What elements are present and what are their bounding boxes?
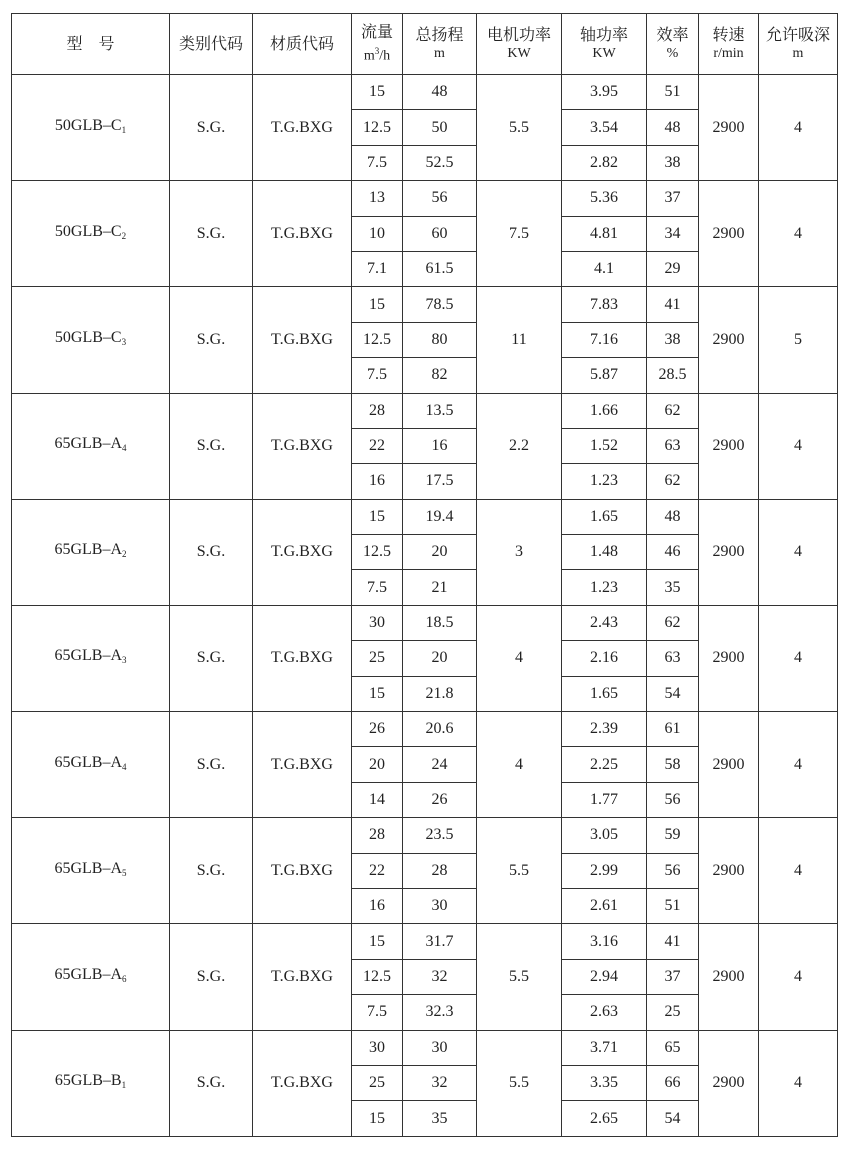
head-cell: 30 (403, 888, 477, 923)
efficiency-cell: 54 (647, 1101, 699, 1136)
shaft-power-cell: 2.82 (562, 145, 647, 180)
speed-cell: 2900 (699, 393, 759, 499)
shaft-power-cell: 3.05 (562, 818, 647, 853)
head-cell: 17.5 (403, 464, 477, 499)
head-cell: 78.5 (403, 287, 477, 322)
efficiency-cell: 61 (647, 712, 699, 747)
efficiency-cell: 37 (647, 959, 699, 994)
material-cell: T.G.BXG (253, 499, 352, 605)
head-cell: 60 (403, 216, 477, 251)
speed-cell: 2900 (699, 181, 759, 287)
motor-power-cell: 3 (477, 499, 562, 605)
shaft-power-cell: 3.71 (562, 1030, 647, 1065)
head-cell: 13.5 (403, 393, 477, 428)
motor-power-cell: 2.2 (477, 393, 562, 499)
efficiency-cell: 37 (647, 181, 699, 216)
model-subscript: 1 (121, 124, 127, 135)
efficiency-cell: 62 (647, 605, 699, 640)
shaft-power-cell: 2.25 (562, 747, 647, 782)
efficiency-cell: 56 (647, 853, 699, 888)
speed-cell: 2900 (699, 1030, 759, 1136)
model-cell (12, 393, 170, 499)
head-cell: 19.4 (403, 499, 477, 534)
speed-cell: 2900 (699, 499, 759, 605)
head-cell: 30 (403, 1030, 477, 1065)
head-cell: 32 (403, 1065, 477, 1100)
model-cell (12, 181, 170, 287)
head-cell: 32.3 (403, 995, 477, 1030)
model-text: 65GLB–A (54, 435, 123, 453)
motor-power-cell: 5.5 (477, 818, 562, 924)
efficiency-cell: 48 (647, 499, 699, 534)
efficiency-cell: 66 (647, 1065, 699, 1100)
flow-cell: 15 (352, 924, 403, 959)
flow-cell: 7.5 (352, 570, 403, 605)
category-cell: S.G. (170, 499, 253, 605)
speed-cell: 2900 (699, 818, 759, 924)
motor-power-cell: 11 (477, 287, 562, 393)
flow-cell: 15 (352, 676, 403, 711)
header-model: 型 号 (12, 14, 170, 75)
suction-cell: 5 (759, 287, 838, 393)
pump-spec-table (11, 13, 838, 1137)
model-text: 50GLB–C (54, 116, 122, 134)
flow-cell: 7.5 (352, 995, 403, 1030)
motor-power-cell: 5.5 (477, 924, 562, 1030)
table-row (12, 712, 838, 747)
efficiency-cell: 59 (647, 818, 699, 853)
shaft-power-cell: 2.43 (562, 605, 647, 640)
suction-cell: 4 (759, 818, 838, 924)
shaft-power-cell: 3.16 (562, 924, 647, 959)
flow-cell: 22 (352, 428, 403, 463)
motor-power-cell: 5.5 (477, 1030, 562, 1136)
suction-cell: 4 (759, 393, 838, 499)
table-row (12, 605, 838, 640)
model-subscript: 1 (121, 1080, 127, 1091)
model-cell (12, 605, 170, 711)
efficiency-cell: 54 (647, 676, 699, 711)
head-cell: 32 (403, 959, 477, 994)
flow-cell: 20 (352, 747, 403, 782)
flow-cell: 26 (352, 712, 403, 747)
suction-cell: 4 (759, 924, 838, 1030)
efficiency-cell: 63 (647, 641, 699, 676)
flow-cell: 12.5 (352, 110, 403, 145)
head-cell: 50 (403, 110, 477, 145)
model-cell (12, 287, 170, 393)
header-shaft-power: 轴功率 KW (562, 14, 647, 75)
head-cell: 56 (403, 181, 477, 216)
flow-cell: 15 (352, 499, 403, 534)
category-cell: S.G. (170, 818, 253, 924)
flow-cell: 16 (352, 888, 403, 923)
material-cell: T.G.BXG (253, 605, 352, 711)
shaft-power-cell: 3.95 (562, 75, 647, 110)
model-subscript: 2 (122, 549, 127, 560)
efficiency-cell: 29 (647, 251, 699, 286)
flow-cell: 16 (352, 464, 403, 499)
head-cell: 21 (403, 570, 477, 605)
table-body (12, 75, 838, 1137)
head-cell: 24 (403, 747, 477, 782)
speed-cell: 2900 (699, 712, 759, 818)
motor-power-cell: 4 (477, 712, 562, 818)
flow-cell: 15 (352, 75, 403, 110)
head-cell: 48 (403, 75, 477, 110)
flow-cell: 12.5 (352, 322, 403, 357)
material-cell: T.G.BXG (253, 924, 352, 1030)
model-cell (12, 924, 170, 1030)
shaft-power-cell: 1.48 (562, 535, 647, 570)
material-cell: T.G.BXG (253, 75, 352, 181)
flow-cell: 28 (352, 393, 403, 428)
category-cell: S.G. (170, 287, 253, 393)
shaft-power-cell: 4.81 (562, 216, 647, 251)
header-motor-power: 电机功率 KW (477, 14, 562, 75)
category-cell: S.G. (170, 605, 253, 711)
flow-cell: 30 (352, 1030, 403, 1065)
efficiency-cell: 46 (647, 535, 699, 570)
model-cell (12, 818, 170, 924)
speed-cell: 2900 (699, 605, 759, 711)
efficiency-cell: 56 (647, 782, 699, 817)
shaft-power-cell: 2.99 (562, 853, 647, 888)
shaft-power-cell: 2.39 (562, 712, 647, 747)
shaft-power-cell: 5.87 (562, 358, 647, 393)
header-speed: 转速 r/min (699, 14, 759, 75)
efficiency-cell: 48 (647, 110, 699, 145)
model-text: 50GLB–C (54, 328, 122, 346)
efficiency-cell: 62 (647, 393, 699, 428)
shaft-power-cell: 1.66 (562, 393, 647, 428)
head-cell: 20 (403, 535, 477, 570)
flow-cell: 15 (352, 1101, 403, 1136)
flow-cell: 7.1 (352, 251, 403, 286)
efficiency-cell: 38 (647, 322, 699, 357)
table-row (12, 924, 838, 959)
model-cell (12, 712, 170, 818)
flow-cell: 30 (352, 605, 403, 640)
model-subscript: 4 (122, 443, 127, 454)
shaft-power-cell: 2.65 (562, 1101, 647, 1136)
material-cell: T.G.BXG (253, 818, 352, 924)
suction-cell: 4 (759, 712, 838, 818)
shaft-power-cell: 7.83 (562, 287, 647, 322)
model-subscript: 5 (122, 867, 127, 878)
motor-power-cell: 4 (477, 605, 562, 711)
table-row (12, 818, 838, 853)
table-row (12, 393, 838, 428)
efficiency-cell: 41 (647, 287, 699, 322)
shaft-power-cell: 3.54 (562, 110, 647, 145)
table-row (12, 499, 838, 534)
header-row (12, 14, 838, 75)
head-cell: 21.8 (403, 676, 477, 711)
suction-cell: 4 (759, 1030, 838, 1136)
category-cell: S.G. (170, 181, 253, 287)
model-text: 50GLB–C (54, 222, 122, 240)
header-efficiency: 效率 % (647, 14, 699, 75)
category-cell: S.G. (170, 393, 253, 499)
table-row (12, 75, 838, 110)
model-cell (12, 499, 170, 605)
head-cell: 20 (403, 641, 477, 676)
efficiency-cell: 38 (647, 145, 699, 180)
shaft-power-cell: 1.23 (562, 570, 647, 605)
shaft-power-cell: 4.1 (562, 251, 647, 286)
efficiency-cell: 51 (647, 75, 699, 110)
model-subscript: 2 (121, 230, 127, 241)
table-row (12, 287, 838, 322)
model-subscript: 4 (122, 761, 127, 772)
header-category: 类别代码 (170, 14, 253, 75)
speed-cell: 2900 (699, 75, 759, 181)
model-text: 65GLB–A (54, 965, 123, 983)
head-cell: 52.5 (403, 145, 477, 180)
shaft-power-cell: 1.77 (562, 782, 647, 817)
header-suction: 允许吸深 m (759, 14, 838, 75)
efficiency-cell: 63 (647, 428, 699, 463)
flow-cell: 10 (352, 216, 403, 251)
suction-cell: 4 (759, 605, 838, 711)
flow-cell: 25 (352, 641, 403, 676)
head-cell: 28 (403, 853, 477, 888)
material-cell: T.G.BXG (253, 712, 352, 818)
head-cell: 16 (403, 428, 477, 463)
model-text: 65GLB–A (54, 859, 123, 877)
material-cell: T.G.BXG (253, 181, 352, 287)
head-cell: 23.5 (403, 818, 477, 853)
head-cell: 26 (403, 782, 477, 817)
shaft-power-cell: 2.16 (562, 641, 647, 676)
flow-cell: 12.5 (352, 535, 403, 570)
flow-cell: 15 (352, 287, 403, 322)
shaft-power-cell: 1.52 (562, 428, 647, 463)
head-cell: 31.7 (403, 924, 477, 959)
shaft-power-cell: 5.36 (562, 181, 647, 216)
flow-cell: 22 (352, 853, 403, 888)
material-cell: T.G.BXG (253, 287, 352, 393)
motor-power-cell: 5.5 (477, 75, 562, 181)
head-cell: 18.5 (403, 605, 477, 640)
material-cell: T.G.BXG (253, 393, 352, 499)
material-cell: T.G.BXG (253, 1030, 352, 1136)
flow-cell: 7.5 (352, 358, 403, 393)
shaft-power-cell: 1.65 (562, 499, 647, 534)
flow-cell: 12.5 (352, 959, 403, 994)
head-cell: 61.5 (403, 251, 477, 286)
shaft-power-cell: 7.16 (562, 322, 647, 357)
flow-cell: 13 (352, 181, 403, 216)
efficiency-cell: 41 (647, 924, 699, 959)
header-material: 材质代码 (253, 14, 352, 75)
flow-cell: 14 (352, 782, 403, 817)
flow-cell: 25 (352, 1065, 403, 1100)
header-flow: 流量 $m^3/h$ (352, 14, 403, 75)
speed-cell: 2900 (699, 924, 759, 1030)
efficiency-cell: 28.5 (647, 358, 699, 393)
table-row (12, 181, 838, 216)
model-text: 65GLB–B (54, 1072, 122, 1090)
flow-unit: $m^3/h$ (363, 45, 391, 64)
model-subscript: 3 (121, 336, 127, 347)
model-text: 65GLB–A (54, 753, 123, 771)
efficiency-cell: 35 (647, 570, 699, 605)
model-subscript: 3 (122, 655, 127, 666)
flow-cell: 7.5 (352, 145, 403, 180)
model-cell (12, 1030, 170, 1136)
suction-cell: 4 (759, 499, 838, 605)
efficiency-cell: 58 (647, 747, 699, 782)
shaft-power-cell: 1.65 (562, 676, 647, 711)
category-cell: S.G. (170, 1030, 253, 1136)
table-row (12, 1030, 838, 1065)
model-subscript: 6 (122, 973, 127, 984)
category-cell: S.G. (170, 75, 253, 181)
head-cell: 82 (403, 358, 477, 393)
efficiency-cell: 62 (647, 464, 699, 499)
efficiency-cell: 25 (647, 995, 699, 1030)
category-cell: S.G. (170, 712, 253, 818)
head-cell: 80 (403, 322, 477, 357)
efficiency-cell: 34 (647, 216, 699, 251)
flow-cell: 28 (352, 818, 403, 853)
suction-cell: 4 (759, 75, 838, 181)
shaft-power-cell: 1.23 (562, 464, 647, 499)
motor-power-cell: 7.5 (477, 181, 562, 287)
suction-cell: 4 (759, 181, 838, 287)
efficiency-cell: 51 (647, 888, 699, 923)
category-cell: S.G. (170, 924, 253, 1030)
shaft-power-cell: 2.63 (562, 995, 647, 1030)
head-cell: 35 (403, 1101, 477, 1136)
model-text: 65GLB–A (54, 541, 123, 559)
shaft-power-cell: 2.94 (562, 959, 647, 994)
shaft-power-cell: 2.61 (562, 888, 647, 923)
head-cell: 20.6 (403, 712, 477, 747)
header-head: 总扬程 m (403, 14, 477, 75)
speed-cell: 2900 (699, 287, 759, 393)
model-text: 65GLB–A (54, 647, 123, 665)
shaft-power-cell: 3.35 (562, 1065, 647, 1100)
efficiency-cell: 65 (647, 1030, 699, 1065)
model-cell (12, 75, 170, 181)
